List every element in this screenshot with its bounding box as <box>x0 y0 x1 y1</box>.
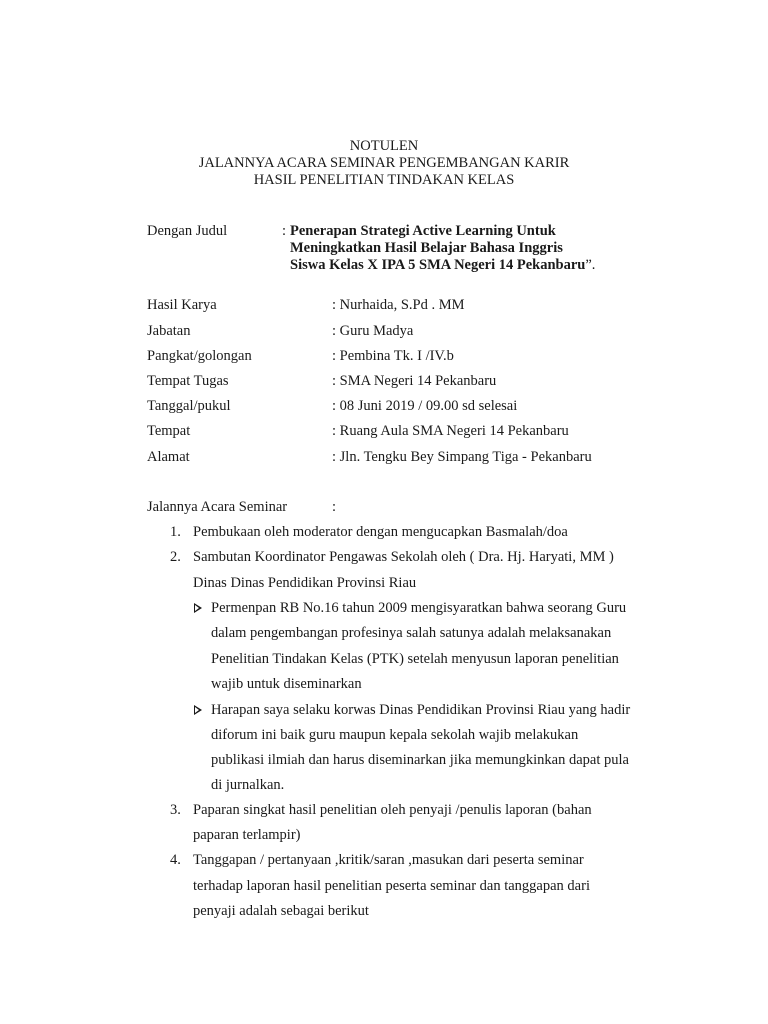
list-item-text: terhadap laporan hasil penelitian peserta seminar dan tanggapan dari <box>193 878 590 894</box>
info-value-hasil-karya: : Nurhaida, S.Pd . MM <box>332 297 465 313</box>
info-value-pangkat: : Pembina Tk. I /IV.b <box>332 348 454 364</box>
list-item-text: paparan terlampir) <box>193 827 301 843</box>
info-label-hasil-karya: Hasil Karya <box>147 297 217 313</box>
judul-colon: : <box>282 223 287 239</box>
bullet-text: publikasi ilmiah dan harus diseminarkan jika memungkinkan dapat pula <box>211 752 629 768</box>
bullet-text: Permenpan RB No.16 tahun 2009 mengisyaratkan bahwa seorang Guru <box>211 600 627 616</box>
list-item-number: 4. <box>170 852 181 868</box>
acara-colon: : <box>332 499 337 515</box>
doc-subtitle-2: HASIL PENELITIAN TINDAKAN KELAS <box>253 172 515 188</box>
acara-title: Jalannya Acara Seminar <box>147 499 288 515</box>
judul-tail: ”. <box>585 257 596 273</box>
info-label-pangkat: Pangkat/golongan <box>147 348 252 364</box>
doc-title: NOTULEN <box>349 138 419 154</box>
judul-line-1: Penerapan Strategi Active Learning Untuk <box>290 223 556 239</box>
info-label-tanggal: Tanggal/pukul <box>147 398 231 414</box>
info-value-tempat: : Ruang Aula SMA Negeri 14 Pekanbaru <box>332 423 569 439</box>
list-item-text: Paparan singkat hasil penelitian oleh penyaji /penulis laporan (bahan <box>193 802 592 818</box>
info-label-alamat: Alamat <box>147 449 190 465</box>
info-label-tempat: Tempat <box>147 423 191 439</box>
info-value-jabatan: : Guru Madya <box>332 323 414 339</box>
judul-line-3-wrap <box>290 258 595 273</box>
list-item-text: Sambutan Koordinator Pengawas Sekolah oleh ( Dra. Hj. Haryati, MM ) <box>193 549 614 565</box>
info-label-jabatan: Jabatan <box>147 323 191 339</box>
bullet-text: di jurnalkan. <box>211 777 285 793</box>
judul-label: Dengan Judul <box>147 223 228 239</box>
info-label-tempat-tugas: Tempat Tugas <box>147 373 229 389</box>
list-item-number: 1. <box>170 524 181 540</box>
list-item-text: penyaji adalah sebagai berikut <box>193 903 369 919</box>
bullet-text: wajib untuk diseminarkan <box>211 676 362 692</box>
bullet-text: dalam pengembangan profesinya salah satunya adalah melaksanakan <box>211 625 612 641</box>
info-value-tanggal: : 08 Juni 2019 / 09.00 sd selesai <box>332 398 518 414</box>
info-value-tempat-tugas: : SMA Negeri 14 Pekanbaru <box>332 373 497 389</box>
arrow-bullet-icon <box>194 705 202 715</box>
judul-line-2: Meningkatkan Hasil Belajar Bahasa Inggris <box>290 240 563 256</box>
list-item-number: 3. <box>170 802 181 818</box>
arrow-bullet-icon <box>194 603 202 613</box>
list-item-text: Pembukaan oleh moderator dengan mengucapkan Basmalah/doa <box>193 524 568 540</box>
list-item-text: Dinas Dinas Pendidikan Provinsi Riau <box>193 575 417 591</box>
doc-subtitle: JALANNYA ACARA SEMINAR PENGEMBANGAN KARIR <box>198 155 570 171</box>
info-value-alamat: : Jln. Tengku Bey Simpang Tiga - Pekanbaru <box>332 449 592 465</box>
list-item-text: Tanggapan / pertanyaan ,kritik/saran ,masukan dari peserta seminar <box>193 852 584 868</box>
judul-line-3: Siswa Kelas X IPA 5 SMA Negeri 14 Pekanbaru <box>290 257 586 273</box>
bullet-text: Harapan saya selaku korwas Dinas Pendidikan Provinsi Riau yang hadir <box>211 702 631 718</box>
bullet-text: diforum ini baik guru maupun kepala sekolah wajib melakukan <box>211 727 579 743</box>
list-item-number: 2. <box>170 549 181 565</box>
bullet-text: Penelitian Tindakan Kelas (PTK) setelah menyusun laporan penelitian <box>211 651 619 667</box>
